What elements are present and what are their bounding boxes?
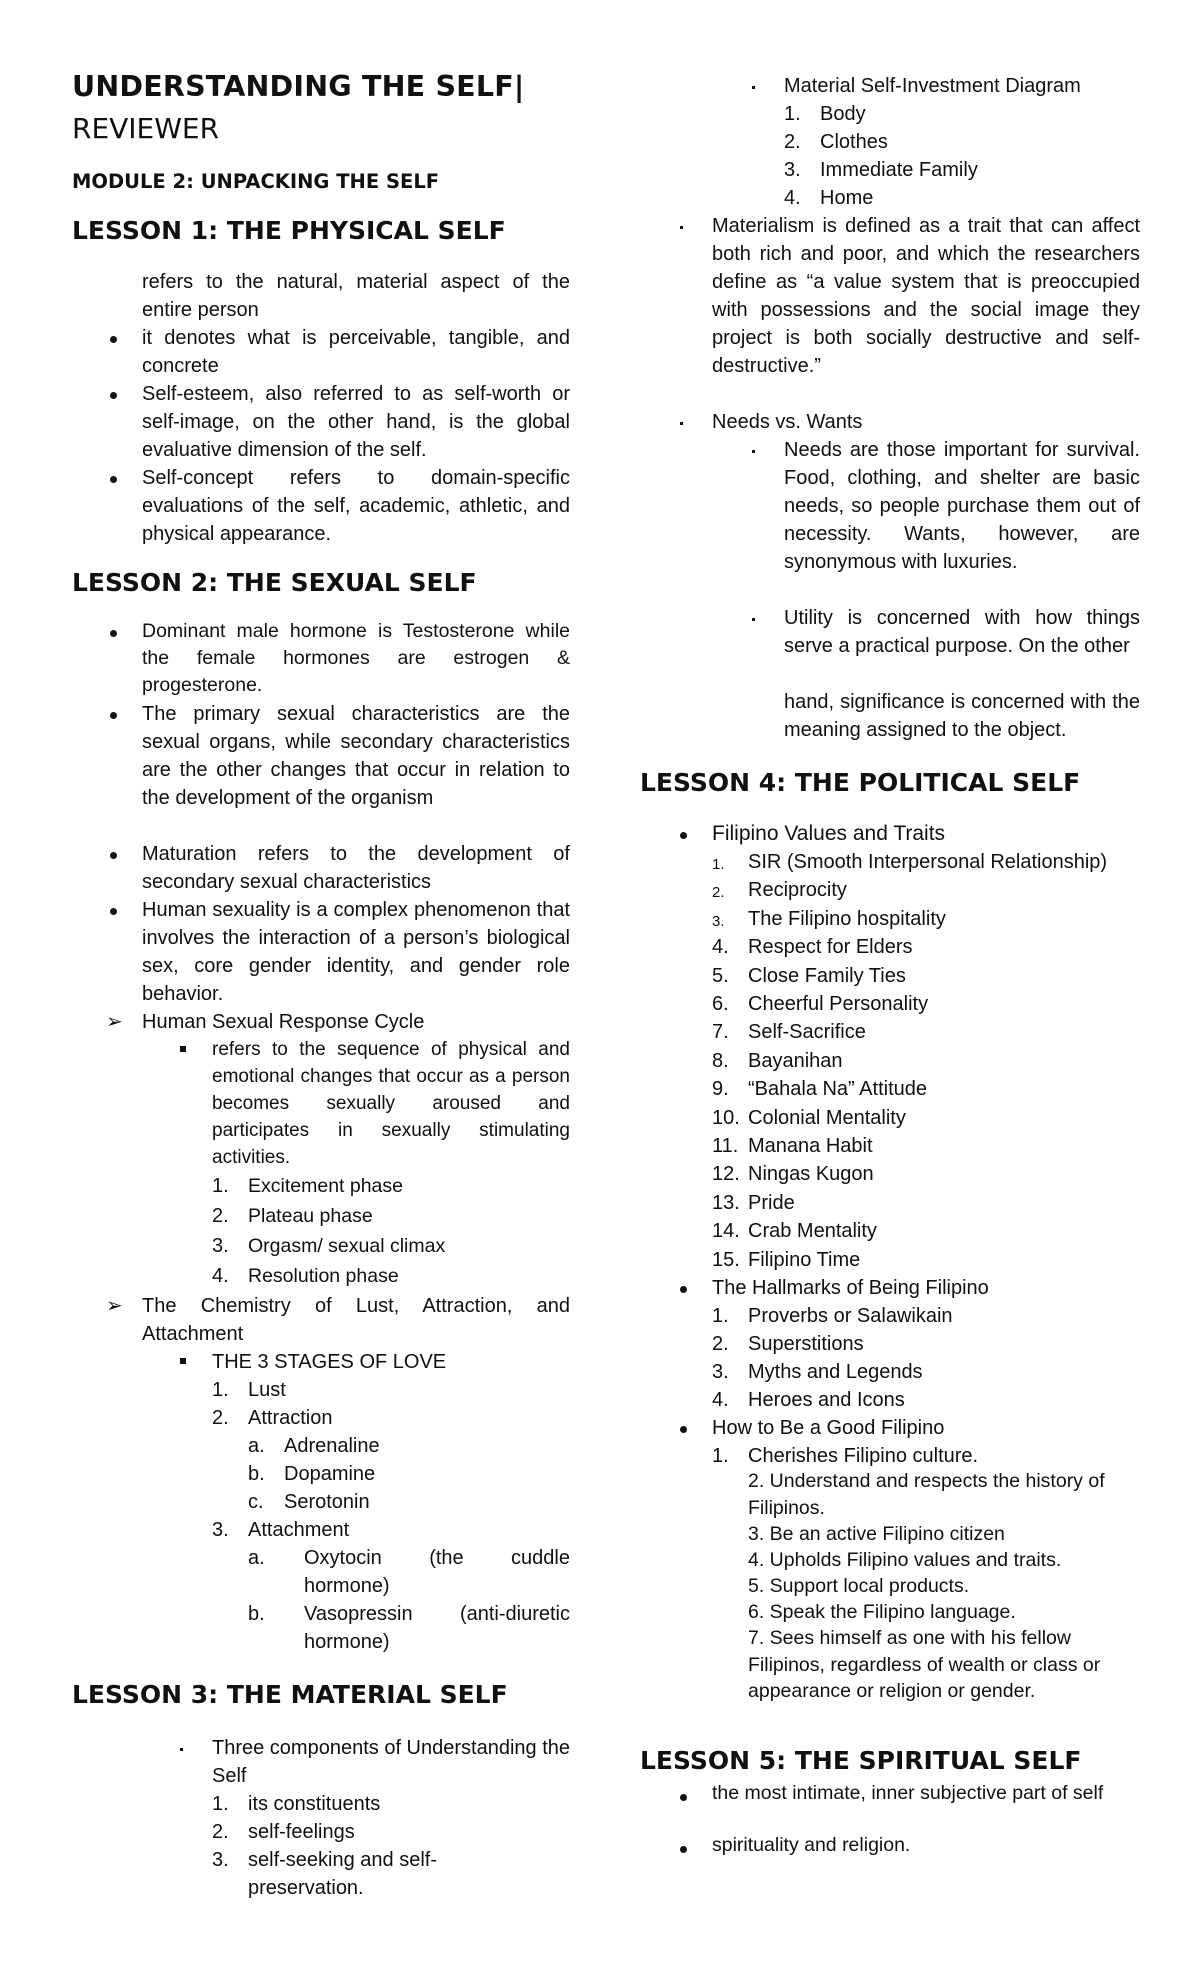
hallmark-item: Heroes and Icons (748, 1389, 905, 1411)
values-title: Filipino Values and Traits (712, 822, 946, 845)
arrow-bullet-icon: ➢ (106, 1295, 123, 1317)
value-number: 1. (712, 856, 725, 873)
page-subtitle: REVIEWER (72, 112, 220, 145)
small-bullet-icon (680, 226, 683, 229)
attraction-item: Serotonin (284, 1491, 370, 1513)
value-item: Respect for Elders (748, 936, 913, 959)
hallmark-item: Myths and Legends (748, 1361, 923, 1383)
value-number: 7. (712, 1021, 729, 1044)
value-number: 4. (712, 936, 729, 959)
value-item: Pride (748, 1191, 795, 1214)
value-item: Bayanihan (748, 1049, 843, 1072)
value-item: “Bahala Na” Attitude (748, 1078, 927, 1101)
bullet-icon (110, 336, 117, 343)
bullet-icon (680, 1846, 687, 1853)
hallmark-item: Proverbs or Salawikain (748, 1305, 953, 1327)
value-number: 14. (712, 1220, 740, 1243)
value-number: 6. (712, 993, 729, 1015)
attachment-item: Oxytocin (the cuddle hormone) (304, 1547, 570, 1597)
value-number: 10. (712, 1106, 740, 1129)
square-bullet-icon (180, 1046, 186, 1052)
lesson4-heading: LESSON 4: THE POLITICAL SELF (640, 768, 1081, 797)
materialism-text: Materialism is defined as a trait that can affect both rich and poor, and which the researchers define as “a value system that is preoccupied with possessions and the social image they project is both socially destructive and self-destructive.” (712, 215, 1140, 377)
lesson1-bullet-2: Self-esteem, also referred to as self-worth or self-image, on the other hand, is the global evaluative dimension of the self. (142, 383, 570, 461)
needs-title: Needs vs. Wants (712, 411, 863, 433)
value-number: 11. (712, 1135, 739, 1157)
value-number: 15. (712, 1248, 740, 1271)
bullet-icon (680, 832, 687, 839)
bullet-icon (110, 852, 117, 859)
value-number: 5. (712, 964, 729, 987)
bullet-icon (680, 1426, 687, 1433)
lesson1-bullet-1: it denotes what is perceivable, tangible, and concrete (142, 327, 570, 377)
value-number: 9. (712, 1078, 729, 1101)
good-filipino-item: Cherishes Filipino culture. (748, 1445, 979, 1467)
small-bullet-icon (752, 86, 755, 89)
lesson1-intro: refers to the natural, material aspect of the entire person (142, 271, 570, 321)
utility-desc-b: hand, significance is concerned with the meaning assigned to the object. (784, 691, 1140, 741)
phase-item: Orgasm/ sexual climax (248, 1235, 446, 1257)
small-bullet-icon (752, 618, 755, 621)
response-cycle-title: Human Sexual Response Cycle (142, 1011, 425, 1033)
small-bullet-icon (680, 422, 683, 425)
attraction-item: Adrenaline (284, 1435, 380, 1457)
lesson2-bullet-2: The primary sexual characteristics are the sexual organs, while secondary characteristics are the other changes that occur in relation to the development of the organism (142, 703, 570, 809)
bullet-icon (110, 630, 117, 637)
chemistry-title: The Chemistry of Lust, Attraction, and Attachment (142, 1295, 570, 1345)
value-item: Manana Habit (748, 1135, 873, 1157)
value-item: SIR (Smooth Interpersonal Relationship) (748, 851, 1108, 873)
phase-item: Resolution phase (248, 1265, 399, 1287)
lesson1-bullet-3: Self-concept refers to domain-specific evaluations of the self, academic, athletic, and physical appearance. (142, 467, 570, 545)
phase-item: Excitement phase (248, 1175, 404, 1197)
lesson2-bullet-1: Dominant male hormone is Testosterone while the female hormones are estrogen & progesterone. (142, 620, 570, 696)
bullet-icon (110, 908, 117, 915)
good-filipino-item: 3. Be an active Filipino citizen (748, 1523, 1005, 1545)
bullet-icon (110, 476, 117, 483)
square-bullet-icon (180, 1358, 186, 1364)
good-filipino-item: 7. Sees himself as one with his fellow Filipinos, regardless of wealth or class or appearance or religion or gender. (748, 1627, 1101, 1702)
diagram-item: Home (820, 187, 874, 209)
components-title: Three components of Understanding the Self (212, 1737, 570, 1787)
needs-desc: Needs are those important for survival. Food, clothing, and shelter are basic needs, so people purchase them out of necessity. Wants, however, are synonymous with luxuries. (784, 439, 1140, 573)
value-number: 2. (712, 884, 725, 902)
page-title: UNDERSTANDING THE SELF| (72, 70, 525, 103)
component-item: its constituents (248, 1793, 381, 1815)
good-filipino-item: 2. Understand and respects the history of Filipinos. (748, 1470, 1105, 1519)
hallmark-item: Superstitions (748, 1333, 864, 1355)
bullet-icon (680, 1286, 687, 1293)
bullet-icon (110, 712, 117, 719)
value-item: The Filipino hospitality (748, 907, 946, 930)
value-item: Ningas Kugon (748, 1163, 874, 1186)
value-item: Filipino Time (748, 1248, 861, 1271)
lesson5-heading: LESSON 5: THE SPIRITUAL SELF (640, 1746, 1082, 1775)
component-item: self-seeking and self-preservation. (248, 1849, 437, 1899)
attachment-item: Vasopressin (anti-diuretic hormone) (304, 1603, 570, 1653)
good-filipino-item: 6. Speak the Filipino language. (748, 1601, 1016, 1623)
lesson5-bullet-2: spirituality and religion. (712, 1834, 911, 1856)
value-item: Self-Sacrifice (748, 1021, 866, 1044)
bullet-icon (110, 392, 117, 399)
value-number: 8. (712, 1049, 729, 1072)
value-number: 3. (712, 912, 725, 930)
diagram-item: Body (820, 103, 866, 125)
module-heading: MODULE 2: UNPACKING THE SELF (72, 170, 440, 193)
lesson2-heading: LESSON 2: THE SEXUAL SELF (72, 568, 477, 597)
response-cycle-desc: refers to the sequence of physical and emotional changes that occur as a person becomes sexually aroused and participates in sexually stimulating activities. (212, 1039, 570, 1168)
value-item: Crab Mentality (748, 1220, 877, 1243)
good-filipino-title: How to Be a Good Filipino (712, 1417, 945, 1439)
lesson1-heading: LESSON 1: THE PHYSICAL SELF (72, 216, 506, 245)
component-item: self-feelings (248, 1821, 355, 1843)
lesson5-bullet-1: the most intimate, inner subjective part of self (712, 1782, 1104, 1804)
stage-item: Lust (248, 1379, 286, 1401)
bullet-icon (680, 1794, 687, 1801)
utility-desc-a: Utility is concerned with how things serve a practical purpose. On the other (784, 607, 1140, 657)
value-number: 12. (712, 1163, 740, 1186)
small-bullet-icon (180, 1748, 183, 1751)
lesson2-bullet-3: Maturation refers to the development of secondary sexual characteristics (142, 843, 570, 893)
value-number: 13. (712, 1191, 740, 1214)
lesson3-heading: LESSON 3: THE MATERIAL SELF (72, 1680, 508, 1709)
attraction-item: Dopamine (284, 1463, 376, 1485)
stage-item: Attraction (248, 1407, 333, 1429)
phase-item: Plateau phase (248, 1205, 373, 1227)
diagram-item: Clothes (820, 131, 888, 153)
value-item: Cheerful Personality (748, 993, 929, 1015)
good-filipino-item: 5. Support local products. (748, 1575, 970, 1597)
value-item: Colonial Mentality (748, 1106, 906, 1129)
arrow-bullet-icon: ➢ (106, 1011, 123, 1033)
good-filipino-item: 4. Upholds Filipino values and traits. (748, 1549, 1062, 1571)
diagram-item: Immediate Family (820, 159, 978, 181)
stages-title: THE 3 STAGES OF LOVE (212, 1351, 447, 1373)
diagram-title: Material Self-Investment Diagram (784, 75, 1081, 97)
value-item: Reciprocity (748, 879, 847, 902)
lesson2-bullet-4: Human sexuality is a complex phenomenon that involves the interaction of a person’s biological sex, core gender identity, and gender role behavior. (142, 899, 570, 1005)
stage-item: Attachment (248, 1519, 350, 1541)
hallmarks-title: The Hallmarks of Being Filipino (712, 1277, 989, 1299)
small-bullet-icon (752, 450, 755, 453)
value-item: Close Family Ties (748, 964, 906, 987)
